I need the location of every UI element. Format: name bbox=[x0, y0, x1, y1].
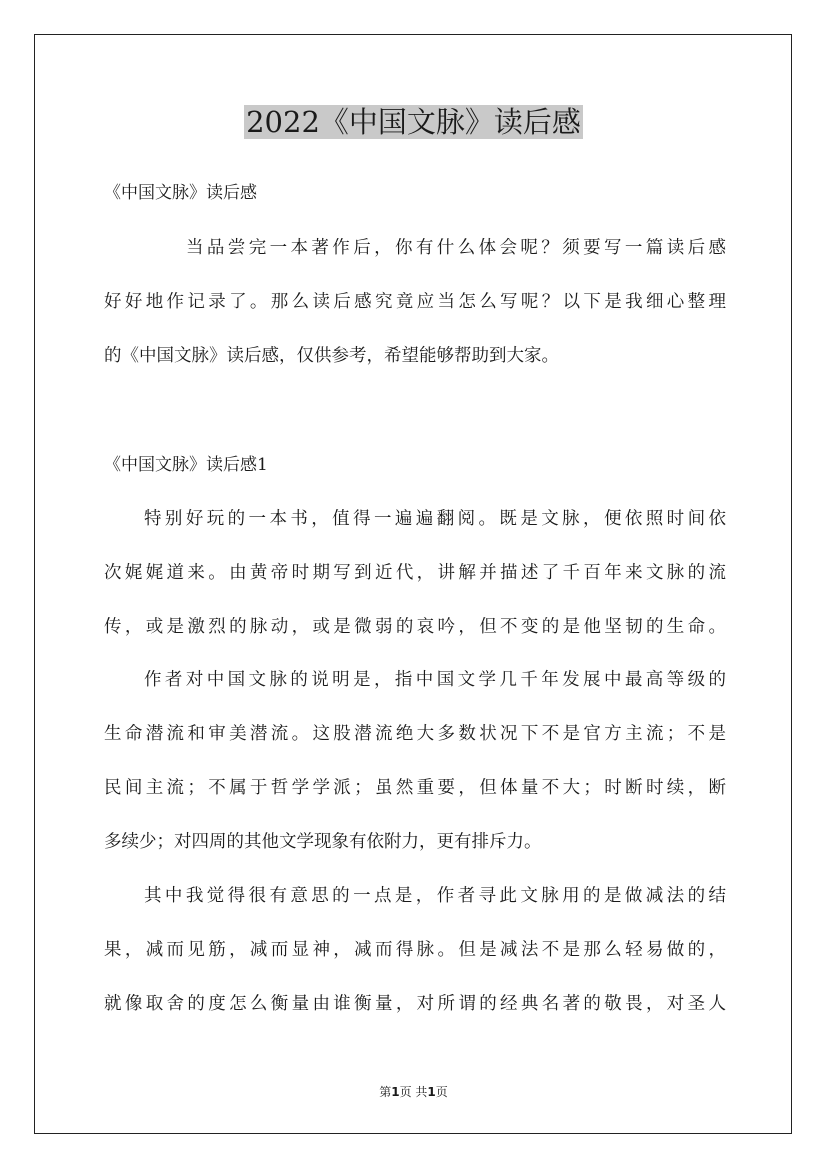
intro-line-3: 的《中国文脉》读后感，仅供参考，希望能够帮助到大家。 bbox=[104, 346, 559, 366]
paragraph2-line-3: 民间主流；不属于哲学学派；虽然重要，但体量不大；时断时续，断 bbox=[104, 778, 726, 798]
document-subtitle: 《中国文脉》读后感 bbox=[104, 183, 257, 203]
paragraph2-line-4: 多续少；对四周的其他文学现象有依附力，更有排斥力。 bbox=[104, 832, 542, 852]
paragraph3-line-2: 果，减而见筋，减而显神，减而得脉。但是减法不是那么轻易做的， bbox=[104, 940, 726, 960]
paragraph1-line-2: 次娓娓道来。由黄帝时期写到近代，讲解并描述了千百年来文脉的流 bbox=[104, 563, 726, 583]
page-footer bbox=[0, 1084, 827, 1100]
footer-suffix: 页 bbox=[435, 1085, 448, 1099]
footer-page-number: 1 bbox=[391, 1085, 400, 1099]
paragraph1-line-3: 传，或是激烈的脉动，或是微弱的哀吟，但不变的是他坚韧的生命。 bbox=[104, 617, 726, 637]
paragraph3-line-1: 其中我觉得很有意思的一点是，作者寻此文脉用的是做减法的结 bbox=[144, 886, 726, 906]
section-heading: 《中国文脉》读后感1 bbox=[104, 455, 268, 475]
intro-line-2: 好好地作记录了。那么读后感究竟应当怎么写呢？以下是我细心整理 bbox=[104, 292, 726, 312]
paragraph2-line-2: 生命潜流和审美潜流。这股潜流绝大多数状况下不是官方主流；不是 bbox=[104, 724, 726, 744]
paragraph1-line-1: 特别好玩的一本书，值得一遍遍翻阅。既是文脉，便依照时间依 bbox=[144, 509, 726, 529]
footer-mid: 页 共 bbox=[399, 1085, 428, 1099]
intro-line-1: 当品尝完一本著作后，你有什么体会呢？须要写一篇读后感 bbox=[186, 238, 726, 258]
paragraph2-line-1: 作者对中国文脉的说明是，指中国文学几千年发展中最高等级的 bbox=[144, 670, 726, 690]
footer-page-total: 1 bbox=[427, 1085, 436, 1099]
document-title-text: 2022《中国文脉》读后感 bbox=[246, 105, 581, 139]
paragraph3-line-3: 就像取舍的度怎么衡量由谁衡量，对所谓的经典名著的敬畏，对圣人 bbox=[104, 994, 726, 1014]
footer-prefix: 第 bbox=[379, 1085, 392, 1099]
document-title bbox=[0, 100, 827, 144]
